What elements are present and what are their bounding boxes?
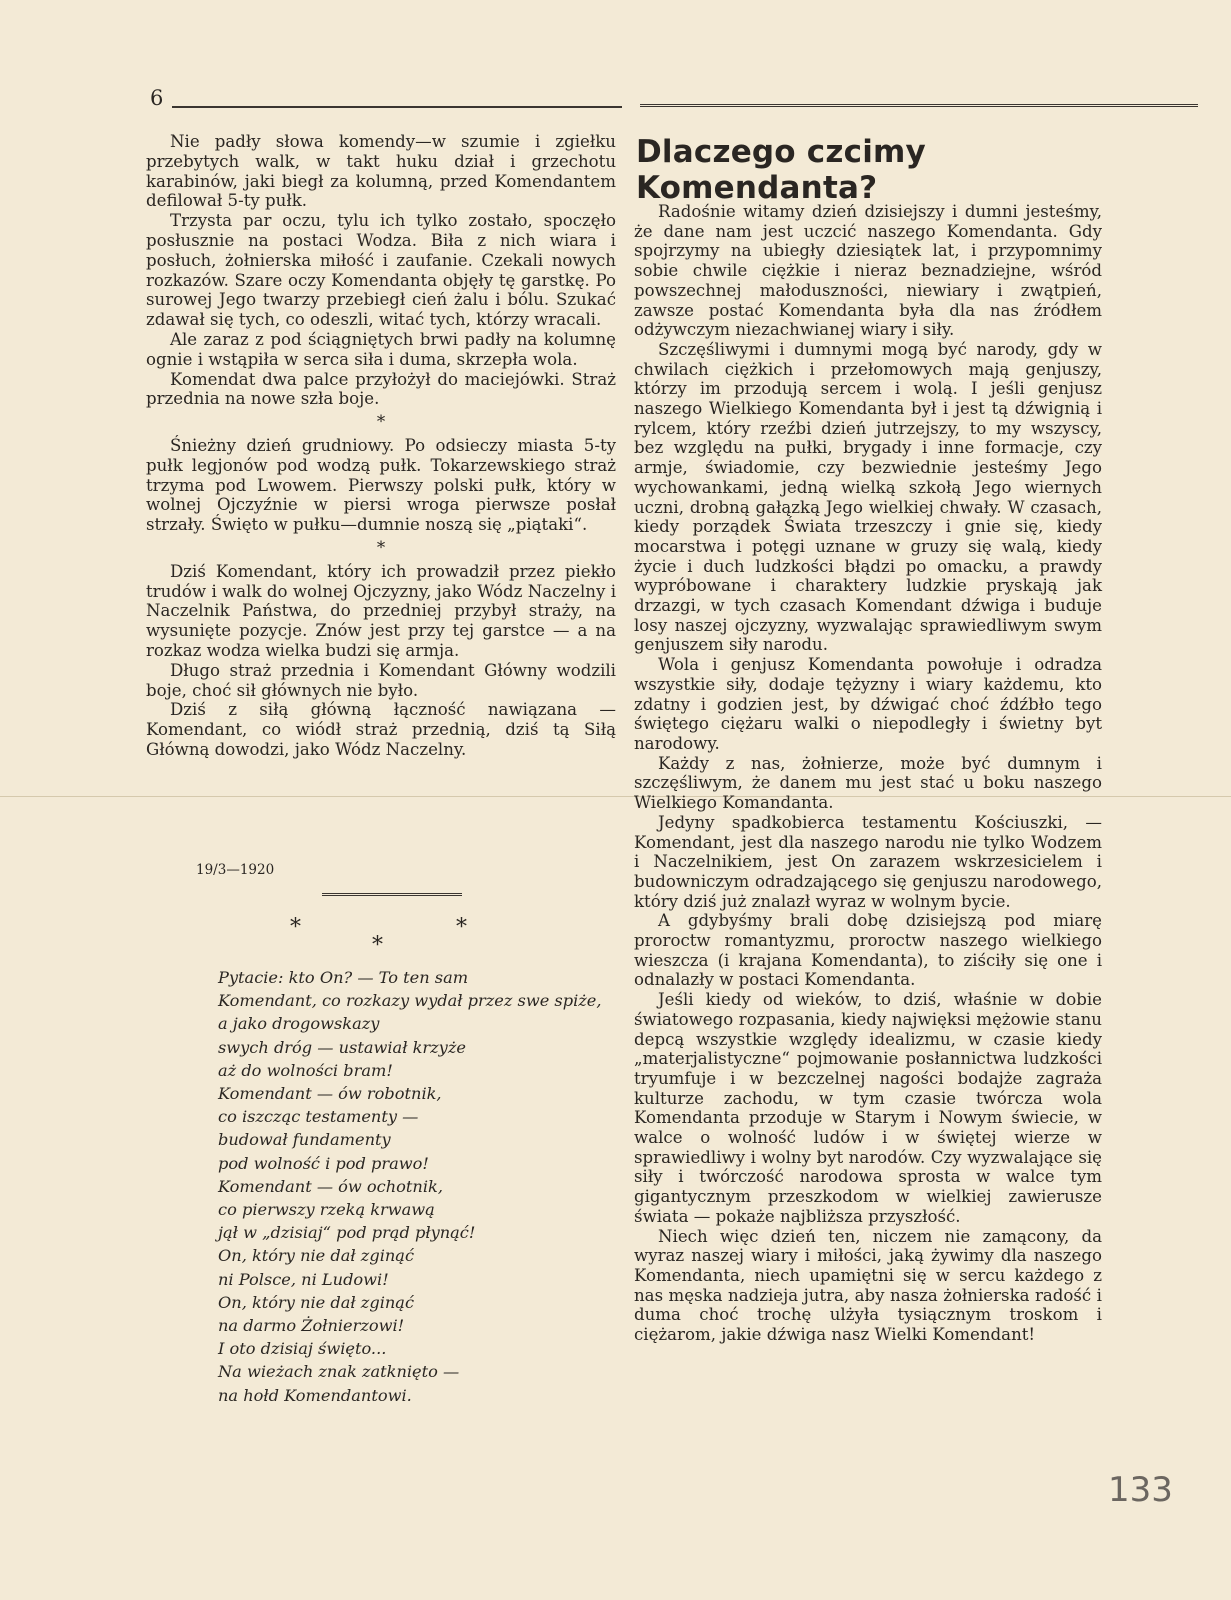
ornament-star: * [372,933,383,958]
poem-line: na hołd Komendantowi. [218,1385,412,1405]
poem-line: Komendant — ów robotnik, [218,1084,442,1104]
poem-line: pod wolność i pod prawo! [218,1153,429,1173]
paragraph: Dziś Komendant, który ich prowadził przez piekło trudów i walk do wolnej Ojczyzny, jako Wódz Naczelny i Naczelnik Państwa, do przedniej przybył straży, na wysunięte pozycje. Znów jest przy tej garstce — a na rozkaz wodza wielka budzi się armja. [146,561,616,660]
poem-line: aż do wolności bram! [218,1060,393,1080]
poem-line: swych dróg — ustawiał krzyże [218,1037,466,1057]
header-rule-left [172,106,622,108]
paragraph: A gdybyśmy brali dobę dzisiejszą pod miarę proroctw romantyzmu, proroctw naszego wielkiego wieszcza (i krajana Komendanta), to ziściły się one i odnalazły w postaci Komendanta. [634,911,1102,990]
paragraph: Szczęśliwymi i dumnymi mogą być narody, gdy w chwilach ciężkich i przełomowych mają genjuszy, którzy im przodują sercem i wolą. I jeśli genjusz naszego Wielkiego Komendanta był i jest tą dźwignią i rylcem, który rzeźbi dzień jutrzejszy, to my wszyscy, bez względu na pułki, brygady i inne formacje, czy armje, świadomie, czy bezwiednie jesteśmy Jego wychowankami, jedną wielką szkołą Jego wiernych uczni, drobną gałązką Jego wielkiej chwały. W czasach, kiedy porządek Świata trzeszczy i gnie się, kiedy mocarstwa i potęgi uznane w gruzy się walą, kiedy życie i duch ludzkości błądzi po omacku, a prawdy wypróbowane i charaktery ludzkie pryskają jak drzazgi, w tych czasach Komendant dźwiga i buduje losy naszej ojczyzny, wyzwalając sprawiedliwym swym genjuszem siły narodu. [634,339,1102,655]
paragraph: Nie padły słowa komendy—w szumie i zgiełku przebytych walk, w takt huku dział i grzechotu karabinów, jaki biegł za kolumną, przed Komendantem defilował 5-ty pułk. [146,132,616,211]
paragraph: Dziś z siłą główną łączność nawiązana — Komendant, co wiódł straż przednią, dziś tą Siłą Główną dowodzi, jako Wódz Naczelny. [146,700,616,759]
paragraph: Każdy z nas, żołnierze, może być dumnym i szczęśliwym, że danem mu jest stać u boku naszego Wielkiego Komandanta. [634,753,1102,813]
header-rule-right [640,104,1198,111]
poem-line: na darmo Żołnierzowi! [218,1316,405,1336]
poem-line: a jako drogowskazy [218,1014,380,1034]
poem-line: jął w „dzisiaj“ pod prąd płynąć! [218,1223,476,1243]
poem-line: On, który nie dał zginąć [218,1246,415,1266]
paragraph: Jedyny spadkobierca testamentu Kościuszki, — Komendant, jest dla naszego narodu nie tylko Wodzem i Naczelnikiem, jest On zarazem wskrzesicielem i budowniczym odradzającego się genjuszu narodowego, który dziś już znalazł wyraz w wolnym bycie. [634,812,1102,911]
poem-line: I oto dzisiaj święto... [218,1339,387,1359]
poem-line: ni Polsce, ni Ludowi! [218,1269,389,1289]
right-column [634,202,1102,1345]
handwritten-page-number: 133 [1108,1470,1173,1510]
paragraph: Komendat dwa palce przyłożył do maciejówki. Straż przednia na nowe szła boje. [146,369,616,409]
poem-line: On, który nie dał zginąć [218,1292,415,1312]
left-column [146,132,616,760]
paragraph: Jeśli kiedy od wieków, to dziś, właśnie w dobie światowego rozpasania, kiedy najwięksi mężowie stanu depcą wszystkie względy idealizmu, w czasie kiedy „materjalistyczne“ pojmowanie posłannictwa ludzkości tryumfuje i w bezczelnej nagości bodajże zagraża kulturze zachodu, w tym czasie twórcza wola Komendanta przoduje w Starym i Nowym świecie, w walce o wolność ludów i w świętej wierze w sprawiedliwy i wolny byt narodów. Czy wyzwalające się siły i twórczość narodowa sprosta w walce tym gigantycznym przeszkodom w wielkiej zawierusze świata — pokaże najbliższa przyszłość. [634,990,1102,1226]
paragraph: Radośnie witamy dzień dzisiejszy i dumni jesteśmy, że dane nam jest uczcić naszego Komendanta. Gdy spojrzymy na ubiegły dziesiątek lat, i przypomnimy sobie chwile ciężkie i nieraz beznadziejne, wśród powszechnej małoduszności, niewiary i zwątpień, zawsze postać Komendanta była dla nas źródłem odżywczym niezachwianej wiary i siły. [634,202,1102,340]
page-number: 6 [150,86,164,110]
section-separator-star: * [376,537,386,557]
paragraph: Ale zaraz z pod ściągniętych brwi padły na kolumnę ognie i wstąpiła w serca siła i duma, skrzepła wola. [146,329,616,369]
poem [218,966,602,1407]
paragraph: Wola i genjusz Komendanta powołuje i odradza wszystkie siły, dodaje tężyzny i wiary każdemu, kto zdatny i godzien jest, by dźwigać choć źdźbło tego świętego ciężaru walki o niepodległy i świetny byt narodowy. [634,655,1102,753]
poem-line: co iszcząc testamenty — [218,1107,419,1127]
poem-line: co pierwszy rzeką krwawą [218,1200,435,1220]
ornament-star: * [290,915,301,940]
divider-rule [322,893,462,899]
poem-line: Komendant, co rozkazy wydał przez swe spiże, [218,991,602,1011]
poem-line: Komendant — ów ochotnik, [218,1176,443,1196]
section-separator-star: * [376,412,386,432]
paragraph: Śnieżny dzień grudniowy. Po odsieczy miasta 5-ty pułk legjonów pod wodzą pułk. Tokarzewskiego straż trzyma pod Lwowem. Pierwszy polski pułk, który w wolnej Ojczyźnie w piersi wroga pierwsze posłał strzały. Święto w pułku—dumnie noszą się „piątaki“. [146,435,616,535]
poem-line: budował fundamenty [218,1130,391,1150]
poem-line: Na wieżach znak zatknięto — [218,1362,460,1382]
paragraph: Niech więc dzień ten, niczem nie zamącony, da wyraz naszej wiary i miłości, jaką żywimy dla naszego Komendanta, niech upamiętni się w sercu każdego z nas męska nadzieja jutra, aby nasza żołnierska radość i duma choć trochę ulżyła tysiącznym troskom i ciężarom, jakie dźwiga nasz Wielki Komendant! [634,1226,1102,1345]
article-headline: Dlaczego czcimy Komendanta? [636,134,926,206]
article-date: 19/3—1920 [196,862,275,878]
paragraph: Długo straż przednia i Komendant Główny wodzili boje, choć sił głównych nie było. [146,660,616,700]
ornament-star: * [456,915,467,940]
poem-line: Pytacie: kto On? — To ten sam [218,968,469,987]
paragraph: Trzysta par oczu, tylu ich tylko zostało, spoczęło posłusznie na postaci Wodza. Biła z nich wiara i posłuch, żołnierska miłość i zaufanie. Czekali nowych rozkazów. Szare oczy Komendanta objęły tę garstkę. Po surowej Jego twarzy przebiegł cień żalu i bólu. Szukać zdawał się tych, co odeszli, witać tych, którzy wracali. [146,211,616,330]
